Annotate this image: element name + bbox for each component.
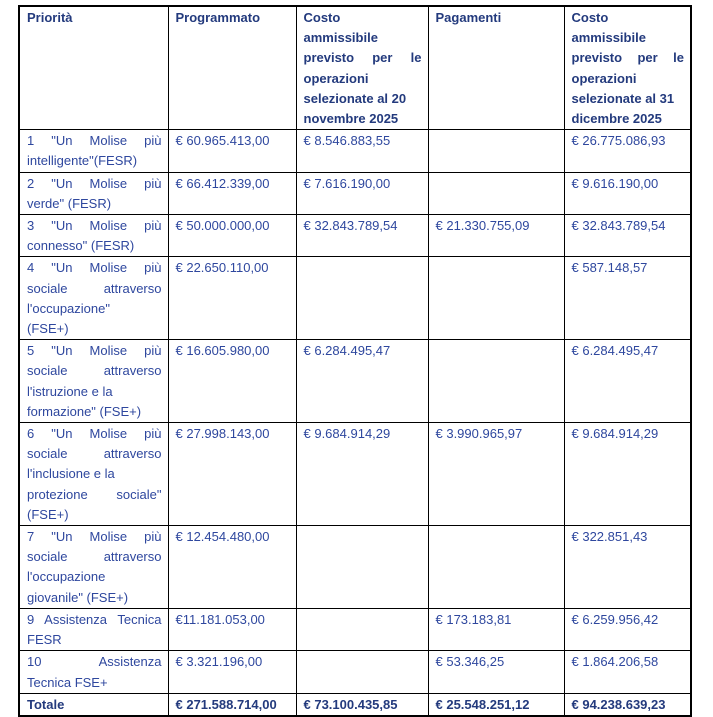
programmato-cell: € 16.605.980,00	[168, 340, 296, 423]
programmato-header-cell	[168, 6, 296, 130]
priority-text-line: 1 "Un Molise più	[27, 133, 162, 149]
programmato-cell: € 3.321.196,00	[168, 651, 296, 693]
header-text-line: Pagamenti	[435, 10, 502, 25]
costo-dicembre-cell: € 1.864.206,58	[564, 651, 691, 693]
programmato-cell: € 22.650.110,00	[168, 257, 296, 340]
header-text-line: operazioni	[303, 70, 369, 86]
costo-dicembre-cell: € 322.851,43	[564, 526, 691, 609]
total-pagamenti-cell: € 25.548.251,12	[428, 693, 564, 716]
costo-dicembre-cell: € 6.284.495,47	[564, 340, 691, 423]
pagamenti-cell: € 3.990.965,97	[428, 423, 564, 526]
priority-text-line: l'inclusione e la	[27, 466, 115, 482]
priority-cell	[19, 340, 168, 423]
costo-dicembre-cell: € 9.684.914,29	[564, 423, 691, 526]
priority-cell	[19, 172, 168, 214]
header-text-line: Costo	[303, 10, 341, 25]
priority-text-line: l'istruzione e la	[27, 383, 113, 399]
priority-text-line: Tecnica FSE+	[27, 674, 108, 690]
table-row	[19, 423, 691, 526]
pagamenti-cell	[428, 257, 564, 340]
priority-cell	[19, 423, 168, 526]
priority-text-line: 3 "Un Molise più	[27, 218, 162, 234]
pagamenti-cell: € 53.346,25	[428, 651, 564, 693]
table-row	[19, 257, 691, 340]
pagamenti-cell	[428, 130, 564, 172]
priority-text-line: l'occupazione"	[27, 300, 110, 316]
header-text-line: ammissibile	[303, 30, 378, 46]
costo-novembre-cell	[296, 257, 428, 340]
programmato-cell: €11.181.053,00	[168, 608, 296, 650]
priority-cell	[19, 651, 168, 693]
costo-dicembre-cell: € 6.259.956,42	[564, 608, 691, 650]
header-text-line: Costo	[571, 10, 609, 25]
priority-text-line: formazione" (FSE+)	[27, 403, 142, 419]
priority-text-line: FESR	[27, 632, 62, 648]
costo-dicembre-cell: € 9.616.190,00	[564, 172, 691, 214]
priority-text-line: intelligente"(FESR)	[27, 153, 138, 169]
priority-text-line: l'occupazione	[27, 569, 106, 585]
programmato-cell: € 12.454.480,00	[168, 526, 296, 609]
pagamenti-header-cell	[428, 6, 564, 130]
pagamenti-cell: € 21.330.755,09	[428, 215, 564, 257]
total-label-cell: Totale	[19, 693, 168, 716]
priority-text-line: sociale attraverso	[27, 363, 162, 379]
programmato-cell: € 27.998.143,00	[168, 423, 296, 526]
costo-novembre-cell: € 6.284.495,47	[296, 340, 428, 423]
table-row	[19, 651, 691, 693]
costo-novembre-cell	[296, 608, 428, 650]
priority-text-line: sociale attraverso	[27, 446, 162, 462]
header-text-line: previsto per le	[571, 50, 684, 66]
pagamenti-cell: € 173.183,81	[428, 608, 564, 650]
costo-novembre-cell: € 8.546.883,55	[296, 130, 428, 172]
table-row	[19, 526, 691, 609]
costo-dicembre-cell: € 26.775.086,93	[564, 130, 691, 172]
table-row	[19, 215, 691, 257]
table-row	[19, 608, 691, 650]
total-costo-dicembre-cell: € 94.238.639,23	[564, 693, 691, 716]
header-row	[19, 6, 691, 130]
header-text-line: Priorità	[27, 10, 73, 25]
header-text-line: previsto per le	[303, 50, 422, 66]
priority-text-line: giovanile" (FSE+)	[27, 589, 129, 605]
priority-text-line: sociale attraverso	[27, 280, 162, 296]
priority-text-line: 2 "Un Molise più	[27, 175, 162, 191]
total-costo-novembre-cell: € 73.100.435,85	[296, 693, 428, 716]
total-programmato-cell: € 271.588.714,00	[168, 693, 296, 716]
priority-cell	[19, 130, 168, 172]
total-row	[19, 693, 691, 716]
costo-novembre-header-cell	[296, 6, 428, 130]
priority-text-line: (FSE+)	[27, 506, 69, 522]
priority-cell	[19, 215, 168, 257]
header-text-line: Programmato	[175, 10, 261, 25]
costo-dicembre-cell: € 587.148,57	[564, 257, 691, 340]
priority-text-line: connesso" (FESR)	[27, 238, 135, 254]
costo-novembre-cell: € 32.843.789,54	[296, 215, 428, 257]
priority-text-line: 6 "Un Molise più	[27, 426, 162, 442]
header-text-line: selezionate al 31	[571, 90, 675, 106]
pagamenti-cell	[428, 172, 564, 214]
header-text-line: selezionate al 20	[303, 90, 407, 106]
programmato-cell: € 66.412.339,00	[168, 172, 296, 214]
pagamenti-cell	[428, 526, 564, 609]
programmato-cell: € 50.000.000,00	[168, 215, 296, 257]
costo-novembre-cell: € 7.616.190,00	[296, 172, 428, 214]
costo-novembre-cell	[296, 526, 428, 609]
costo-dicembre-header-cell	[564, 6, 691, 130]
pagamenti-cell	[428, 340, 564, 423]
costo-novembre-cell	[296, 651, 428, 693]
priority-cell	[19, 608, 168, 650]
priority-text-line: 9 Assistenza Tecnica	[27, 611, 162, 627]
priority-cell	[19, 526, 168, 609]
priority-text-line: 7 "Un Molise più	[27, 529, 162, 545]
priority-text-line: 5 "Un Molise più	[27, 343, 162, 359]
priority-text-line: 4 "Un Molise più	[27, 260, 162, 276]
table-row	[19, 172, 691, 214]
header-text-line: operazioni	[571, 70, 637, 86]
priority-text-line: protezione sociale"	[27, 486, 162, 502]
costo-novembre-cell: € 9.684.914,29	[296, 423, 428, 526]
table-row	[19, 130, 691, 172]
table-row	[19, 340, 691, 423]
costo-dicembre-cell: € 32.843.789,54	[564, 215, 691, 257]
priority-text-line: (FSE+)	[27, 321, 69, 337]
header-text-line: dicembre 2025	[571, 111, 662, 127]
financial-summary-table	[18, 5, 692, 717]
priority-text-line: verde" (FESR)	[27, 195, 112, 211]
priority-text-line: 10 Assistenza	[27, 654, 162, 670]
priorita-header-cell	[19, 6, 168, 130]
programmato-cell: € 60.965.413,00	[168, 130, 296, 172]
header-text-line: novembre 2025	[303, 111, 399, 127]
priority-cell	[19, 257, 168, 340]
header-text-line: ammissibile	[571, 30, 646, 46]
priority-text-line: sociale attraverso	[27, 549, 162, 565]
